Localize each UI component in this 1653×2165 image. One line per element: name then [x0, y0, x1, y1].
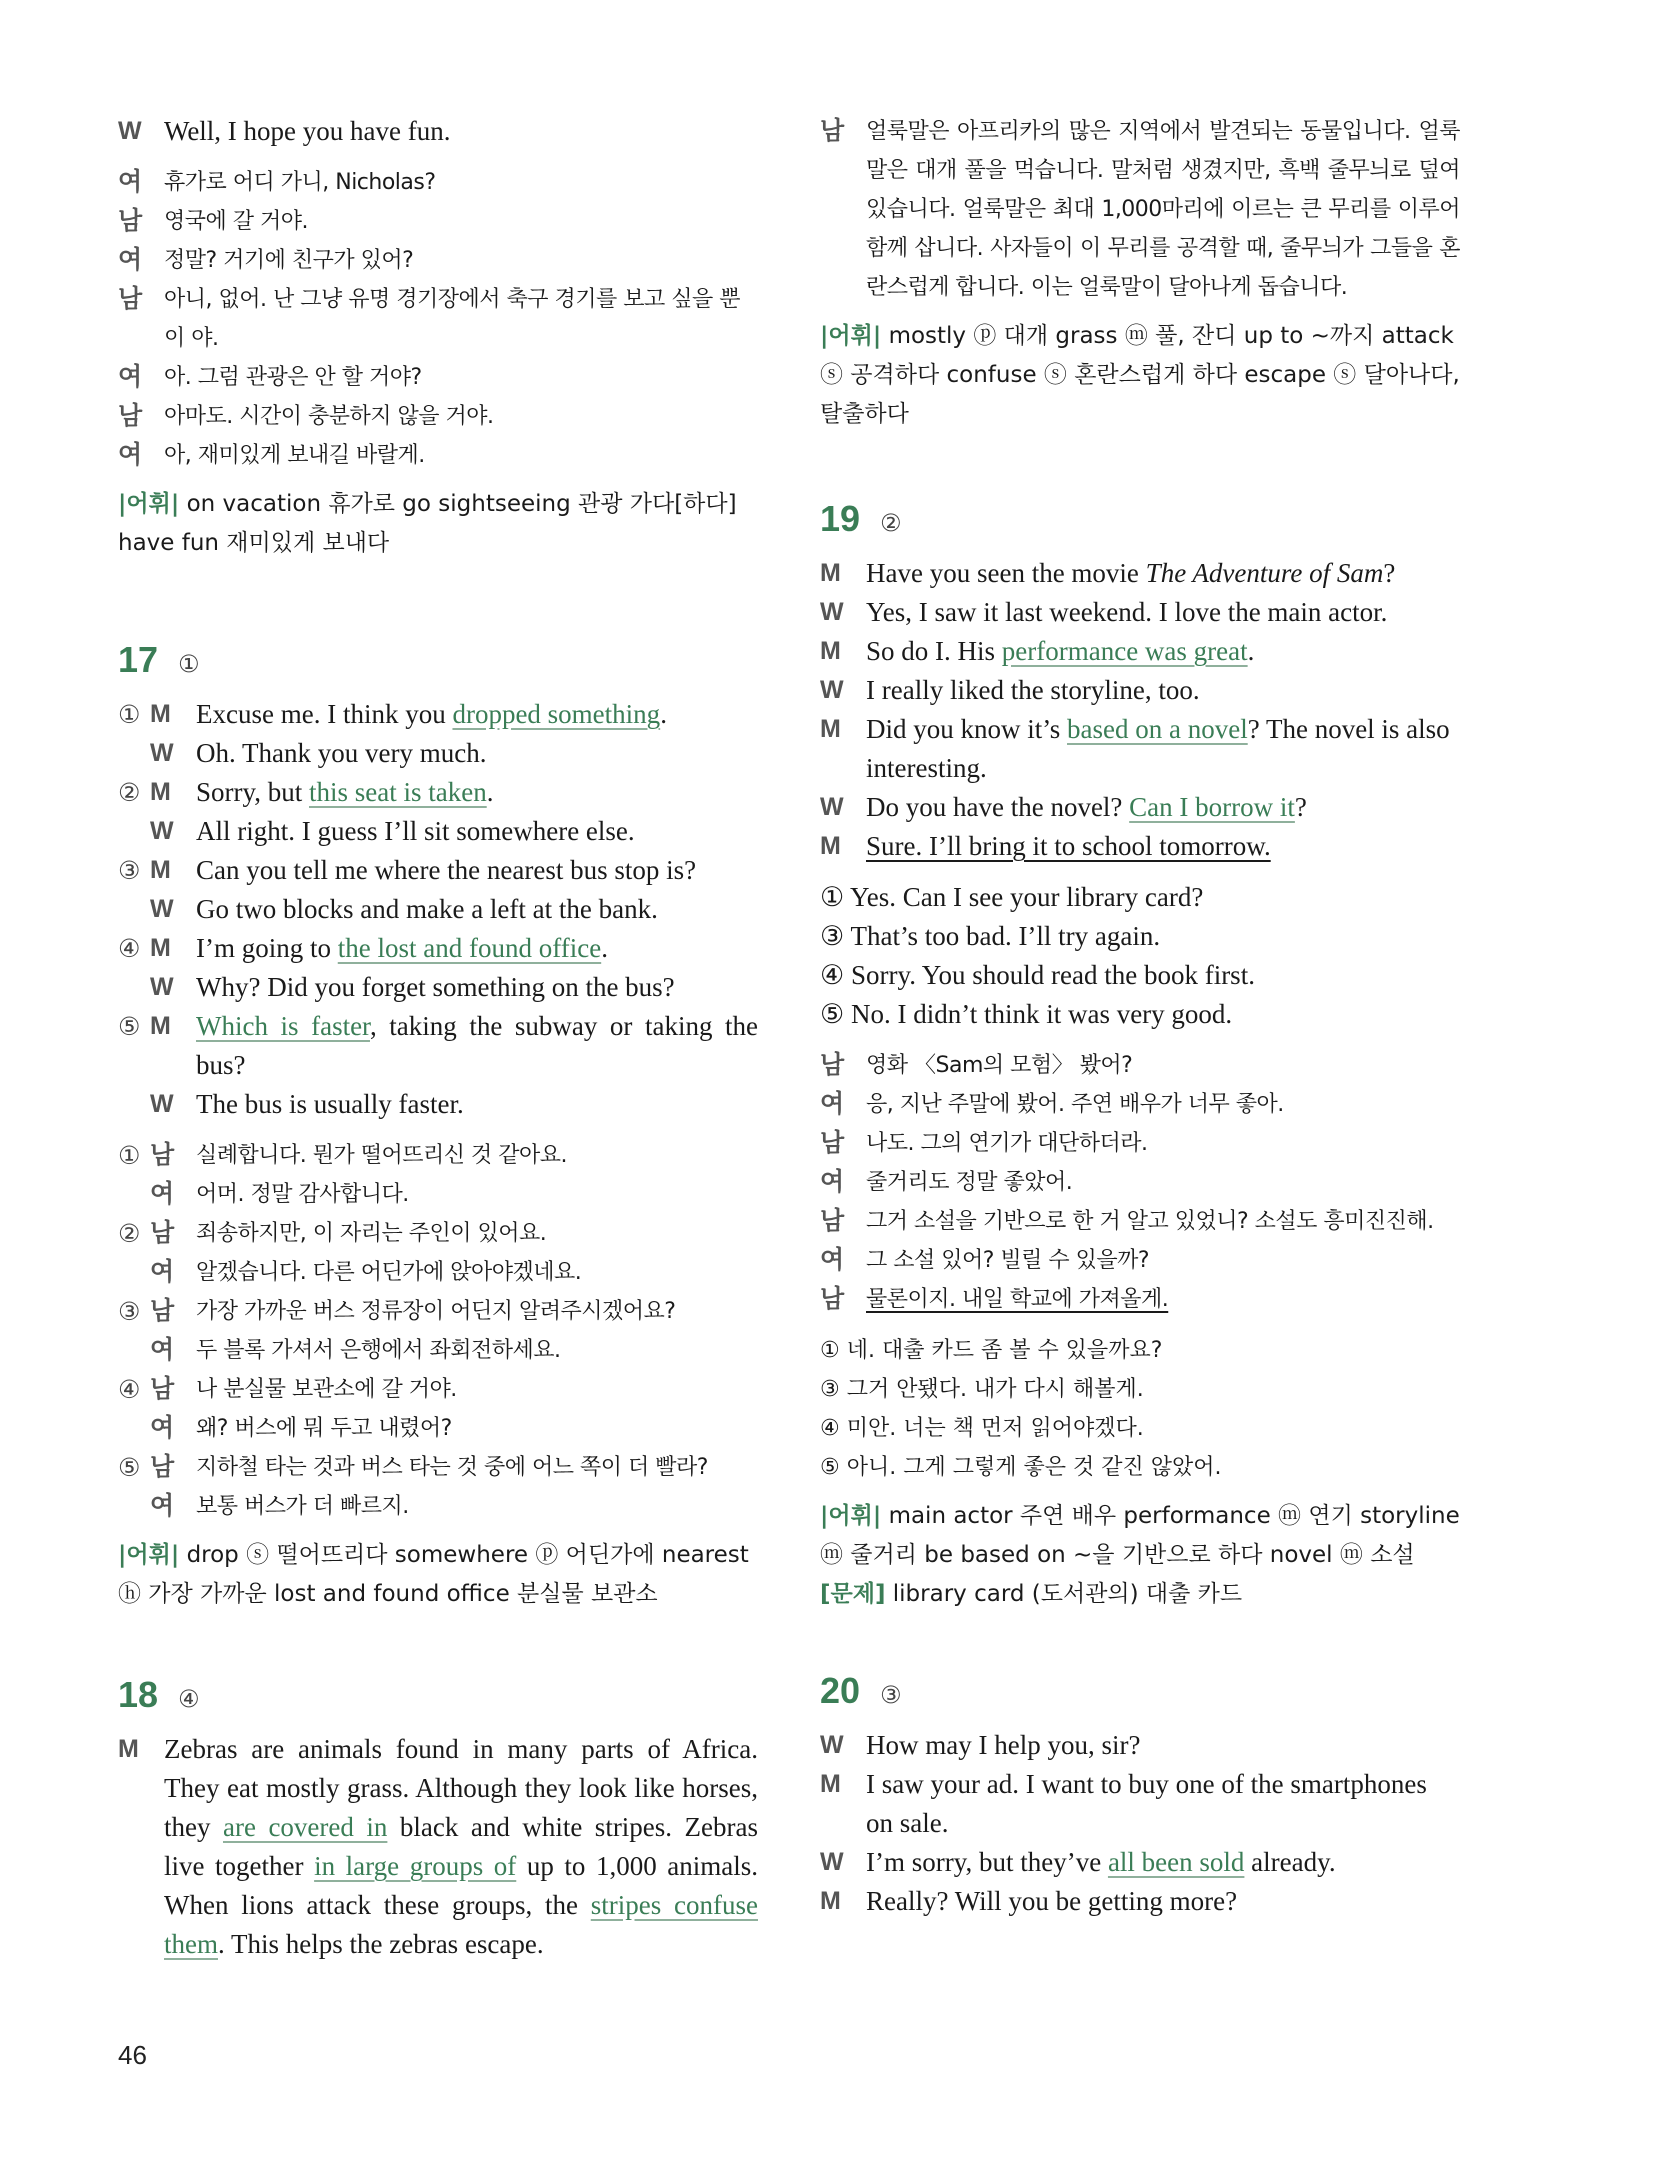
answer-choice-translation: ④ 미안. 너는 책 먼저 읽어야겠다. — [820, 1416, 1144, 1441]
speaker-label: M — [150, 778, 171, 806]
dictation-blank: in large groups of — [314, 1851, 517, 1881]
answer-mark: ② — [880, 509, 902, 537]
translation-line — [820, 1202, 1460, 1241]
speaker-label: 여 — [118, 363, 142, 391]
dialogue-text: Did you know it’s — [866, 714, 1068, 744]
option-number: ③ — [118, 1297, 140, 1326]
speaker-label: W — [118, 117, 142, 145]
speaker-label: 여 — [150, 1258, 174, 1286]
speaker-label: 남 — [118, 402, 142, 430]
translation-line — [118, 1487, 758, 1526]
dialogue-line — [820, 632, 1460, 671]
translation-text: 얼룩말은 아프리카의 많은 지역에서 발견되는 동물입니다. 얼룩말은 대개 풀을 먹습니다. 말처럼 생겼지만, 흑백 줄무늬로 덮여 있습니다. 얼룩말은 최대 1,000마리에 이르는 큰 무리를 이루어 함께 삽니다. 사자들이 이 무리를 공격할 때, 줄무늬가 그들을 혼란스럽게 합니다. 이는 얼룩말이 달아나게 돕습니다. — [866, 119, 1460, 300]
dialogue-line — [118, 112, 758, 151]
dialogue-text: How may I help you, sir? — [866, 1730, 1141, 1760]
dialogue-text: Well, I hope you have fun. — [164, 116, 451, 146]
translation-line — [820, 1124, 1460, 1163]
dialogue-line — [118, 812, 758, 851]
dialogue-text: ? — [1383, 558, 1396, 588]
speaker-label: W — [150, 739, 174, 767]
dictation-blank: performance was great — [1001, 636, 1248, 666]
option-number — [118, 1253, 150, 1292]
monologue-text: Zebras are animals found in many parts of Africa. They eat mostly grass. Although they look like horses, they — [164, 1734, 758, 1842]
dictation-blank: all been sold — [1107, 1847, 1245, 1877]
speaker-label: 남 — [820, 1285, 844, 1313]
option-number — [118, 1409, 150, 1448]
option-number — [118, 1331, 150, 1370]
speaker-label: W — [150, 1090, 174, 1118]
speaker-label: M — [150, 700, 171, 728]
translation-text: 나도. 그의 연기가 대단하더라. — [866, 1131, 1148, 1156]
dialogue-text: Yes, I saw it last weekend. I love the main actor. — [866, 597, 1388, 627]
dialogue-text: I’m going to — [196, 933, 338, 963]
vocab-tag: |어휘| — [820, 323, 882, 349]
dialogue-line — [820, 1765, 1460, 1843]
speaker-label: 여 — [118, 441, 142, 469]
speaker-label: 남 — [150, 1375, 174, 1403]
translation-line — [118, 1136, 758, 1175]
translation-line — [118, 202, 758, 241]
speaker-label: 남 — [150, 1297, 174, 1325]
question-number: 20 — [820, 1670, 861, 1711]
speaker-label: 여 — [118, 168, 142, 196]
dialogue-line — [118, 773, 758, 812]
speaker-label: W — [820, 793, 844, 821]
vocab-tag: |어휘| — [118, 1542, 180, 1568]
speaker-label: W — [820, 1731, 844, 1759]
translation-line — [118, 163, 758, 202]
speaker-label: W — [150, 895, 174, 923]
speaker-label: 여 — [150, 1336, 174, 1364]
dialogue-line — [820, 710, 1460, 788]
speaker-label: 남 — [820, 1129, 844, 1157]
translation-text: 영국에 갈 거야. — [164, 209, 308, 234]
option-number — [118, 968, 150, 1007]
translation-text: 줄거리도 정말 좋았어. — [866, 1170, 1073, 1195]
option-number: ③ — [118, 856, 141, 885]
vocabulary-note — [820, 317, 1460, 434]
option-number: ⑤ — [118, 1453, 140, 1482]
translation-text: 실례합니다. 뭔가 떨어뜨리신 것 같아요. — [196, 1143, 567, 1168]
translation-text: 아니, 없어. 난 그냥 유명 경기장에서 축구 경기를 보고 싶을 뿐이 야. — [164, 287, 740, 351]
dialogue-text: I’m sorry, but they’ve — [866, 1847, 1108, 1877]
translation-text: 휴가로 어디 가니, Nicholas? — [164, 170, 436, 195]
dialogue-text: , taking the subway or taking the bus? — [196, 1011, 758, 1080]
speaker-label: 남 — [820, 1051, 844, 1079]
speaker-label: M — [118, 1735, 139, 1763]
speaker-label: M — [150, 1012, 171, 1040]
translation-text: 지하철 타는 것과 버스 타는 것 중에 어느 쪽이 더 빨라? — [196, 1455, 708, 1480]
vocab-text: drop ⓢ 떨어뜨리다 somewhere ⓟ 어딘가에 nearest ⓗ 가장 가까운 lost and found office 분실물 보관소 — [118, 1542, 749, 1607]
answer-choice: ④ Sorry. You should read the book first. — [820, 960, 1255, 990]
dialogue-text: . — [486, 777, 494, 807]
option-number: ④ — [118, 1375, 140, 1404]
speaker-label: M — [150, 856, 171, 884]
option-number: ① — [118, 700, 141, 729]
dialogue-line — [820, 1882, 1460, 1921]
translation-line — [118, 1370, 758, 1409]
option-number: ② — [118, 1219, 140, 1248]
dictation-blank: dropped something — [452, 699, 661, 729]
translation-line — [820, 1163, 1460, 1202]
translation-line — [118, 241, 758, 280]
translation-line — [118, 1214, 758, 1253]
translation-line — [118, 397, 758, 436]
answer-choice-translation: ③ 그거 안됐다. 내가 다시 해볼게. — [820, 1377, 1144, 1402]
option-number — [118, 1487, 150, 1526]
dialogue-line — [118, 695, 758, 734]
answer-blank: Sure. I’ll bring it to school tomorrow. — [866, 831, 1271, 861]
vocabulary-note — [820, 1497, 1460, 1614]
dialogue-line — [118, 968, 758, 1007]
translation-text: 죄송하지만, 이 자리는 주인이 있어요. — [196, 1221, 547, 1246]
right-column — [820, 112, 1460, 1921]
left-column — [118, 112, 758, 1964]
question-number: 18 — [118, 1674, 159, 1715]
question-number: 17 — [118, 639, 159, 680]
speaker-label: M — [150, 934, 171, 962]
speaker-label: 여 — [820, 1246, 844, 1274]
option-number — [118, 734, 150, 773]
answer-mark: ③ — [880, 1681, 902, 1709]
speaker-label: W — [150, 973, 174, 1001]
movie-title: The Adventure of Sam — [1145, 558, 1384, 588]
answer-choice: ③ That’s too bad. I’ll try again. — [820, 921, 1161, 951]
dialogue-line — [820, 671, 1460, 710]
dialogue-text: Oh. Thank you very much. — [196, 738, 487, 768]
dialogue-text: The bus is usually faster. — [196, 1089, 464, 1119]
dialogue-text: I really liked the storyline, too. — [866, 675, 1200, 705]
vocab-text: on vacation 휴가로 go sightseeing 관광 가다[하다] have fun 재미있게 보내다 — [118, 491, 737, 556]
dialogue-line — [118, 1730, 758, 1964]
option-number — [118, 890, 150, 929]
dialogue-text: . — [1247, 636, 1255, 666]
vocabulary-note — [118, 485, 758, 563]
translation-text: 알겠습니다. 다른 어딘가에 앉아야겠네요. — [196, 1260, 582, 1285]
dialogue-text: Why? Did you forget something on the bus? — [196, 972, 675, 1002]
translation-text: 정말? 거기에 친구가 있어? — [164, 248, 414, 273]
dialogue-line — [118, 1007, 758, 1085]
option-number: ② — [118, 778, 141, 807]
translation-text: 아, 재미있게 보내길 바랄게. — [164, 443, 425, 468]
dialogue-line — [118, 734, 758, 773]
dialogue-line — [820, 1843, 1460, 1882]
speaker-label: 여 — [150, 1492, 174, 1520]
translation-text: 보통 버스가 더 빠르지. — [196, 1494, 409, 1519]
vocab-text: main actor 주연 배우 performance ⓜ 연기 storyline ⓜ 줄거리 be based on ~을 기반으로 하다 novel ⓜ 소설 — [820, 1503, 1460, 1568]
dialogue-text: Really? Will you be getting more? — [866, 1886, 1238, 1916]
translation-line — [820, 1241, 1460, 1280]
speaker-label: 남 — [820, 1207, 844, 1235]
translation-text: 물론이지. 내일 학교에 가져올게. — [866, 1287, 1169, 1312]
dialogue-line — [118, 929, 758, 968]
translation-text: 그 소설 있어? 빌릴 수 있을까? — [866, 1248, 1150, 1273]
answer-mark: ④ — [178, 1685, 200, 1713]
dialogue-line — [118, 890, 758, 929]
speaker-label: 남 — [118, 285, 142, 313]
speaker-label: M — [820, 559, 841, 587]
question-number: 19 — [820, 498, 861, 539]
translation-text: 가장 가까운 버스 정류장이 어딘지 알려주시겠어요? — [196, 1299, 676, 1324]
option-number: ④ — [118, 934, 141, 963]
translation-text: 두 블록 가셔서 은행에서 좌회전하세요. — [196, 1338, 561, 1363]
dialogue-text: ? — [1294, 792, 1307, 822]
dialogue-text: Sorry, but — [196, 777, 309, 807]
speaker-label: 남 — [150, 1453, 174, 1481]
question-header — [820, 498, 1460, 540]
dialogue-line — [118, 851, 758, 890]
speaker-label: 남 — [150, 1219, 174, 1247]
problem-text: library card (도서관의) 대출 카드 — [892, 1581, 1243, 1607]
monologue-text: black and white stripes. Zebras live together — [164, 1812, 759, 1881]
option-number — [118, 812, 150, 851]
speaker-label: 여 — [820, 1168, 844, 1196]
speaker-label: W — [820, 1848, 844, 1876]
translation-text: 아. 그럼 관광은 안 할 거야? — [164, 365, 422, 390]
speaker-label: 여 — [150, 1414, 174, 1442]
dialogue-line — [118, 1085, 758, 1124]
translation-line — [118, 436, 758, 475]
speaker-label: M — [820, 715, 841, 743]
dialogue-text: . — [660, 699, 667, 729]
speaker-label: M — [820, 1887, 841, 1915]
speaker-label: 남 — [150, 1141, 174, 1169]
dictation-blank: Which is faster — [196, 1011, 370, 1041]
translation-line — [820, 1280, 1460, 1319]
speaker-label: 여 — [118, 246, 142, 274]
answer-mark: ① — [178, 650, 200, 678]
vocab-text: mostly ⓟ 대개 grass ⓜ 풀, 잔디 up to ~까지 attack ⓢ 공격하다 confuse ⓢ 혼란스럽게 하다 escape ⓢ 달아나다, 탈출하다 — [820, 323, 1460, 427]
question-header — [820, 1670, 1460, 1712]
vocab-tag: |어휘| — [118, 491, 180, 517]
speaker-label: M — [820, 637, 841, 665]
dictation-blank: the lost and found office — [337, 933, 602, 963]
option-number — [118, 1175, 150, 1214]
dialogue-line — [820, 1726, 1460, 1765]
speaker-label: M — [820, 1770, 841, 1798]
monologue-text: . This helps the zebras escape. — [218, 1929, 544, 1959]
speaker-label: W — [150, 817, 174, 845]
dialogue-text: Excuse me. I think you — [196, 699, 453, 729]
translation-text: 어머. 정말 감사합니다. — [196, 1182, 409, 1207]
speaker-label: W — [820, 676, 844, 704]
translation-line — [118, 358, 758, 397]
answer-choice: ⑤ No. I didn’t think it was very good. — [820, 999, 1233, 1029]
translation-text: 응, 지난 주말에 봤어. 주연 배우가 너무 좋아. — [866, 1092, 1284, 1117]
dictation-blank: this seat is taken — [309, 777, 487, 807]
option-number — [118, 1085, 150, 1124]
translation-line — [118, 1175, 758, 1214]
dialogue-line — [820, 827, 1460, 866]
translation-line — [118, 1292, 758, 1331]
answer-choice: ① Yes. Can I see your library card? — [820, 882, 1204, 912]
translation-line — [118, 1409, 758, 1448]
option-number: ① — [118, 1141, 140, 1170]
page-number: 46 — [118, 2040, 147, 2070]
dictation-blank: stripes confuse them — [164, 1890, 758, 1959]
problem-tag: [문제] — [820, 1581, 886, 1607]
translation-line — [820, 1046, 1460, 1085]
translation-text: 아마도. 시간이 충분하지 않을 거야. — [164, 404, 494, 429]
translation-text: 영화 〈Sam의 모험〉 봤어? — [866, 1053, 1133, 1078]
answer-choice-translation: ⑤ 아니. 그게 그렇게 좋은 것 같진 않았어. — [820, 1455, 1222, 1480]
speaker-label: M — [820, 832, 841, 860]
translation-line — [118, 1331, 758, 1370]
translation-line — [118, 1253, 758, 1292]
dialogue-text: Can you tell me where the nearest bus stop is? — [196, 855, 697, 885]
translation-text: 왜? 버스에 뭐 두고 내렸어? — [196, 1416, 452, 1441]
dialogue-text: already. — [1244, 1847, 1336, 1877]
speaker-label: 남 — [118, 207, 142, 235]
dictation-blank: are covered in — [222, 1812, 388, 1842]
vocabulary-note — [118, 1536, 758, 1614]
dialogue-line — [820, 554, 1460, 593]
translation-line — [820, 1085, 1460, 1124]
option-number: ⑤ — [118, 1012, 141, 1041]
question-header — [118, 1674, 758, 1716]
dialogue-text: Have you seen the movie — [866, 558, 1146, 588]
translation-line — [820, 112, 1460, 307]
dialogue-text: Do you have the novel? — [866, 792, 1130, 822]
translation-text: 그거 소설을 기반으로 한 거 알고 있었니? 소설도 흥미진진해. — [866, 1209, 1434, 1234]
speaker-label: 여 — [150, 1180, 174, 1208]
dictation-blank: based on a novel — [1067, 714, 1248, 744]
dialogue-text: . — [601, 933, 608, 963]
dialogue-text: ? The novel is also interesting. — [866, 714, 1450, 783]
dialogue-text: All right. I guess I’ll sit somewhere else. — [196, 816, 635, 846]
translation-line — [118, 1448, 758, 1487]
speaker-label: 남 — [820, 117, 844, 145]
monologue-text: up to 1,000 animals. When lions attack these groups, the — [164, 1851, 759, 1920]
speaker-label: W — [820, 598, 844, 626]
dialogue-text: I saw your ad. I want to buy one of the smartphones on sale. — [866, 1769, 1427, 1838]
answer-choice-translation: ① 네. 대출 카드 좀 볼 수 있을까요? — [820, 1338, 1163, 1363]
dialogue-text: Go two blocks and make a left at the bank. — [196, 894, 658, 924]
question-header — [118, 639, 758, 681]
translation-line — [118, 280, 758, 358]
dialogue-line — [820, 593, 1460, 632]
dictation-blank: Can I borrow it — [1129, 792, 1295, 822]
speaker-label: 여 — [820, 1090, 844, 1118]
translation-text: 나 분실물 보관소에 갈 거야. — [196, 1377, 457, 1402]
dialogue-text: So do I. His — [866, 636, 1002, 666]
dialogue-line — [820, 788, 1460, 827]
vocab-tag: |어휘| — [820, 1503, 882, 1529]
